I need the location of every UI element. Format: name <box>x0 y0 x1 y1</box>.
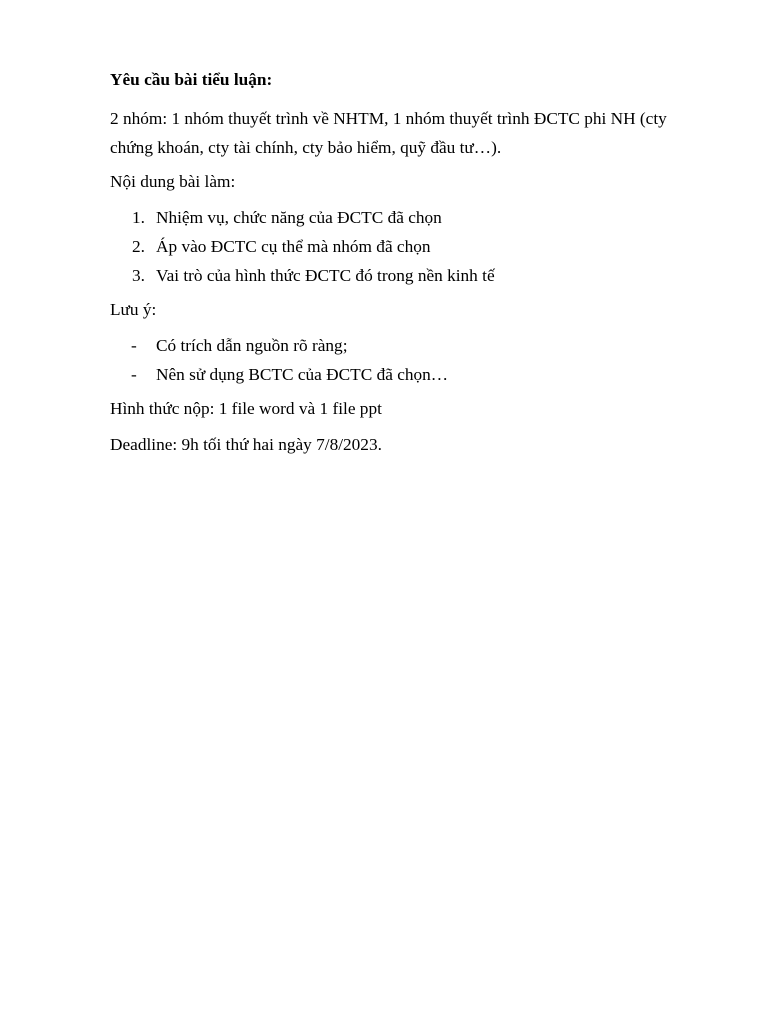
submission-format: Hình thức nộp: 1 file word và 1 file ppt <box>110 399 382 418</box>
list-item-text: Có trích dẫn nguồn rõ ràng; <box>156 336 348 355</box>
list-item-text: Vai trò của hình thức ĐCTC đó trong nền kinh tế <box>156 266 495 285</box>
list-number: 1. <box>132 208 145 227</box>
content-list <box>110 206 702 288</box>
note-list <box>110 334 702 387</box>
list-item <box>110 334 702 358</box>
note-heading: Lưu ý: <box>110 300 157 319</box>
list-dash: - <box>131 336 137 355</box>
document-title: Yêu cầu bài tiểu luận: <box>110 70 273 89</box>
list-dash: - <box>131 365 137 384</box>
intro-paragraph: 2 nhóm: 1 nhóm thuyết trình về NHTM, 1 nhóm thuyết trình ĐCTC phi NH (cty chứng khoán, cty tài chính, cty bảo hiểm, quỹ đầu tư…). <box>110 109 667 157</box>
list-item-text: Áp vào ĐCTC cụ thể mà nhóm đã chọn <box>156 237 431 256</box>
list-item <box>110 264 702 288</box>
list-item <box>110 235 702 259</box>
content-heading: Nội dung bài làm: <box>110 172 236 191</box>
list-number: 3. <box>132 266 145 285</box>
document-body <box>110 68 702 469</box>
deadline: Deadline: 9h tối thứ hai ngày 7/8/2023. <box>110 435 382 454</box>
list-item-text: Nhiệm vụ, chức năng của ĐCTC đã chọn <box>156 208 442 227</box>
list-item <box>110 363 702 387</box>
list-item-text: Nên sử dụng BCTC của ĐCTC đã chọn… <box>156 365 449 384</box>
list-number: 2. <box>132 237 145 256</box>
list-item <box>110 206 702 230</box>
